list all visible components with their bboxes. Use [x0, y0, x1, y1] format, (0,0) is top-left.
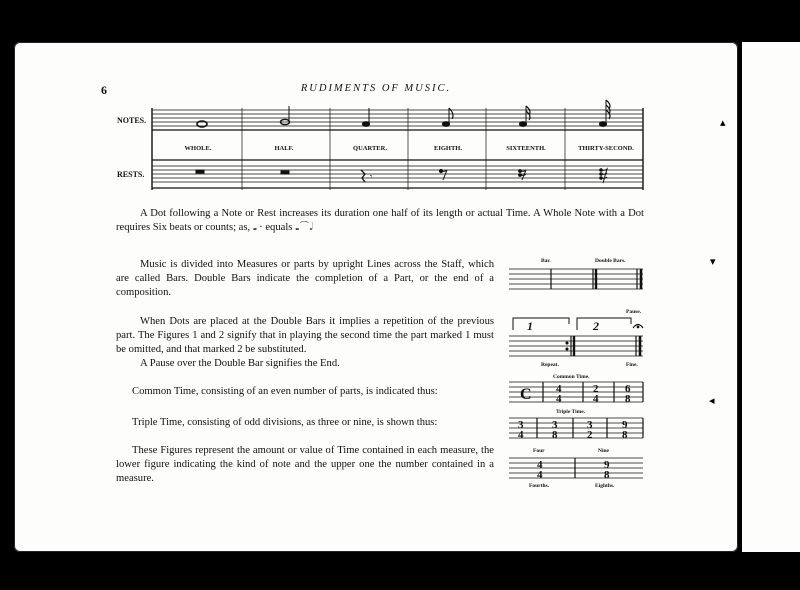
figures-paragraph: These Figures represent the amount or value of Time contained in each measure, the lower figure indicating the kind of note and the upper one the number contained in a measure.: [116, 445, 494, 484]
values-sig-1-bottom: 4: [537, 469, 543, 481]
repeat-label: Repeat.: [541, 362, 559, 368]
bar-label: Bar.: [541, 258, 551, 264]
dot-text: A Dot following a Note or Rest increases its duration one half of its length or actual Time. A Whole Note with a Dot requires Six beats or counts; as,: [116, 208, 644, 233]
dot-paragraph: [116, 207, 644, 235]
nine-label: Nine: [598, 448, 609, 454]
fourths-label: Fourths.: [529, 483, 550, 489]
col-thirty-second: THIRTY-SECOND.: [578, 145, 634, 152]
page-number: 6: [101, 83, 107, 97]
common-sig-3-top: 6: [625, 383, 631, 395]
common-time-label: Common Time.: [553, 374, 590, 380]
common-sig-2-bottom: 4: [593, 393, 599, 405]
rests-label: RESTS.: [117, 170, 145, 179]
triple-time-paragraph: Triple Time, consisting of odd divisions, as three or nine, is shown thus:: [132, 417, 438, 428]
volta-2: 2: [593, 319, 599, 333]
eighths-label: Eighths.: [595, 483, 615, 489]
common-time-paragraph: Common Time, consisting of an even number of parts, is indicated thus:: [132, 386, 438, 397]
common-sig-1-bottom: 4: [556, 393, 562, 405]
common-time-staff: [507, 379, 645, 407]
measures-paragraph: Music is divided into Measures or parts by upright Lines across the Staff, which are called Bars. Double Bars indicate the completion of a Part, or the end of a composition.: [116, 259, 494, 298]
common-sig-3-bottom: 8: [625, 393, 631, 405]
facing-page-edge: [742, 42, 800, 552]
triple-sig-1-bottom: 4: [518, 429, 524, 441]
col-whole: WHOLE.: [184, 145, 212, 152]
triple-sig-1-top: 3: [518, 419, 524, 431]
triple-sig-2-top: 3: [552, 419, 558, 431]
repeat-example-staff: [507, 316, 645, 366]
col-sixteenth: SIXTEENTH.: [506, 145, 546, 152]
col-quarter: QUARTER.: [353, 145, 387, 152]
col-eighth: EIGHTH.: [434, 145, 462, 152]
tied-notes-icon: 𝅝⁀𝅗𝅥: [295, 222, 313, 233]
values-sig-1-top: 4: [537, 459, 543, 471]
notes-label: NOTES.: [117, 116, 147, 125]
margin-marker-icon: ▾: [710, 256, 716, 268]
four-label: Four: [533, 448, 545, 454]
common-sig-1-top: 4: [556, 383, 562, 395]
triple-time-staff: [507, 415, 645, 443]
triple-sig-2-bottom: 8: [552, 429, 558, 441]
fine-label: Fine.: [626, 362, 638, 368]
triple-sig-4-top: 9: [622, 419, 628, 431]
bars-example-staff: [507, 265, 645, 295]
triple-sig-3-bottom: 2: [587, 429, 593, 441]
values-example-staff: [507, 455, 645, 483]
col-half: HALF.: [274, 145, 294, 152]
svg-text:𝄾: 𝄾: [370, 172, 373, 181]
double-bars-label: Double Bars.: [595, 258, 626, 264]
triple-sig-3-top: 3: [587, 419, 593, 431]
values-sig-2-bottom: 8: [604, 469, 610, 481]
equals-word: equals: [265, 222, 293, 233]
pause-paragraph: A Pause over the Double Bar signifies the End.: [140, 358, 340, 369]
common-c-sign: C: [520, 386, 532, 403]
repeat-paragraph: When Dots are placed at the Double Bars it implies a repetition of the previous part. The Figures 1 and 2 signify that in playing the second time the part marked 1 must be omitted, and that marked 2 be substituted.: [116, 316, 494, 355]
values-sig-2-top: 9: [604, 459, 610, 471]
triple-sig-4-bottom: 8: [622, 429, 628, 441]
running-title: RUDIMENTS OF MUSIC.: [300, 83, 452, 94]
volta-1: 1: [527, 319, 533, 333]
triple-time-label: Triple Time.: [556, 409, 586, 415]
margin-marker-icon: ◂: [709, 395, 715, 407]
margin-marker-icon: ▴: [720, 117, 726, 129]
pause-label: Pause.: [626, 309, 642, 315]
dotted-whole-note-icon: 𝅝 ·: [252, 222, 263, 233]
common-sig-2-top: 2: [593, 383, 599, 395]
